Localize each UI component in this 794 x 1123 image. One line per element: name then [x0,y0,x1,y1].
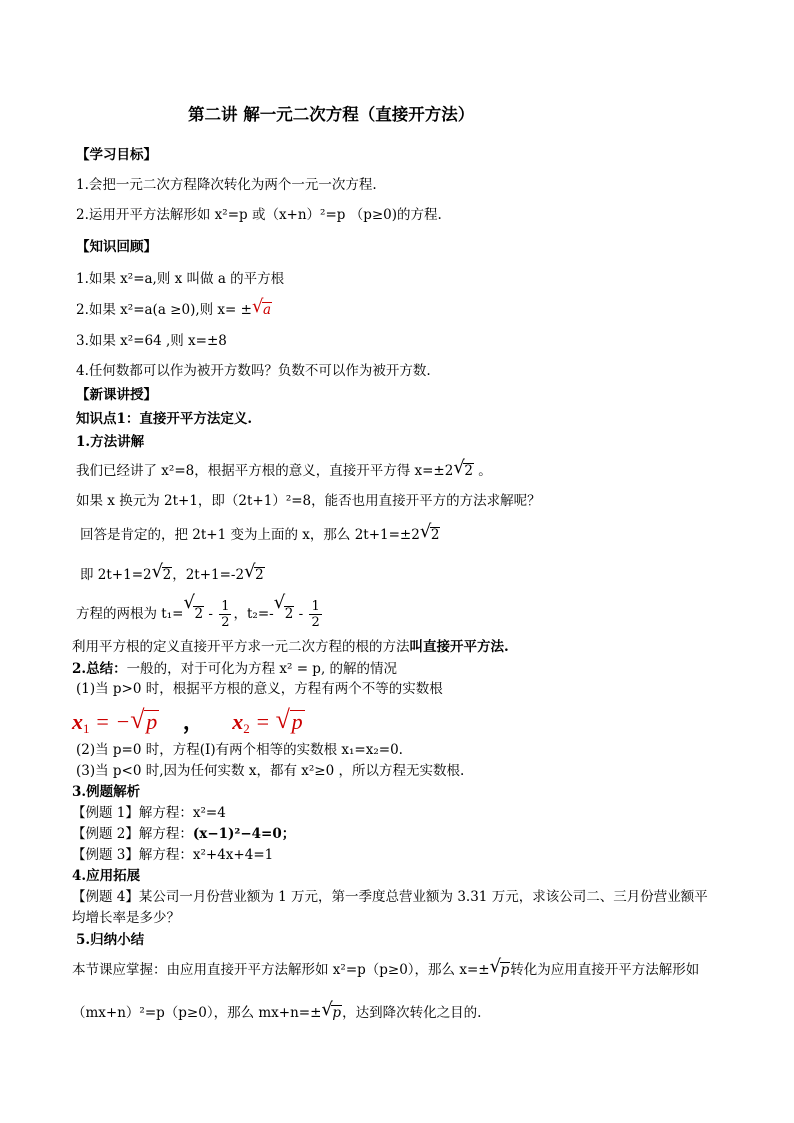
example-2: 【例题 2】解方程：(x−1)²−4=0； [72,826,296,842]
example-4-line-1: 【例题 4】某公司一月份营业额为 1 万元，第一季度总营业额为 3.31 万元，求该公司二、三月份营业额平 [72,889,708,905]
fraction-half-2: $\frac{1}{2}$ [311,599,320,630]
review-4: 4.任何数都可以作为被开方数吗？负数不可以作为被开方数. [76,363,431,379]
example-4-line-2: 均增长率是多少？ [72,910,180,926]
case-2: (2)当 p=0 时，方程(I)有两个相等的实数根 x₁=x₂=0. [76,742,403,758]
objective-2: 2.运用开平方法解形如 x²=p 或（x+n）²=p （p≥0)的方程. [76,207,442,223]
review-2: 2.如果 x²=a(a ≥0),则 x= ± √ a [76,296,272,318]
objectives-heading: 【学习目标】 [76,147,157,163]
page-title: 第二讲 解一元二次方程（直接开方法） [188,105,475,124]
new-lesson-heading: 【新课讲授】 [76,387,157,403]
review-heading: 【知识回顾】 [76,239,157,255]
fraction-half-1: $\frac{1}{2}$ [221,599,230,630]
method-heading: 1.方法讲解 [76,434,145,450]
extension-heading: 4.应用拓展 [72,868,141,884]
roots-formula: $x_1$ = − √ p ， $x_2$ = √ p [72,705,303,736]
example-3: 【例题 3】解方程：x²+4x+4=1 [72,847,274,863]
method-p1: 我们已经讲了 x²=8，根据平方根的意义，直接开平方得 x=±2 √ 2 。 [76,457,492,479]
method-p3: 回答是肯定的，把 2t+1 变为上面的 x，那么 2t+1=±2 √ 2 [80,521,440,543]
recap-line-1: 本节课应掌握：由应用直接开平方法解形如 x²=p（p≥0），那么 x=± √ p转化为应用直接开平方法解形如 [72,956,700,978]
examples-heading: 3.例题解析 [72,784,141,800]
recap-heading: 5.归纳小结 [76,932,145,948]
method-p4: 即 2t+1=2 √ 2，2t+1=-2 √ 2 [80,561,264,583]
summary-line: 2.总结：一般的，对于可化为方程 x² = p, 的解的情况 [72,661,398,677]
point1-heading: 知识点1：直接开平方法定义. [76,411,253,427]
recap-line-2: （mx+n）²=p（p≥0），那么 mx+n=± √ p，达到降次转化之目的. [72,999,482,1021]
review-1: 1.如果 x²=a,则 x 叫做 a 的平方根 [76,271,285,287]
objective-1: 1.会把一元二次方程降次转化为两个一元一次方程. [76,177,377,193]
method-p6: 利用平方根的定义直接开平方求一元二次方程的根的方法叫直接开平方法. [72,639,509,655]
case-1: (1)当 p>0 时，根据平方根的意义，方程有两个不等的实数根 [76,681,443,697]
method-p2: 如果 x 换元为 2t+1，即（2t+1）²=8，能否也用直接开平方的方法求解呢？ [76,493,541,509]
case-3: (3)当 p<0 时,因为任何实数 x，都有 x²≥0 ，所以方程无实数根. [76,763,465,779]
review-3: 3.如果 x²=64 ,则 x=±8 [76,333,227,349]
example-1: 【例题 1】解方程：x²=4 [72,805,226,821]
method-p5: 方程的两根为 t₁= √ 2 - $\frac{1}{2}$ ，t₂=- √ 2 - $\frac{1}{2}$ [76,592,320,630]
